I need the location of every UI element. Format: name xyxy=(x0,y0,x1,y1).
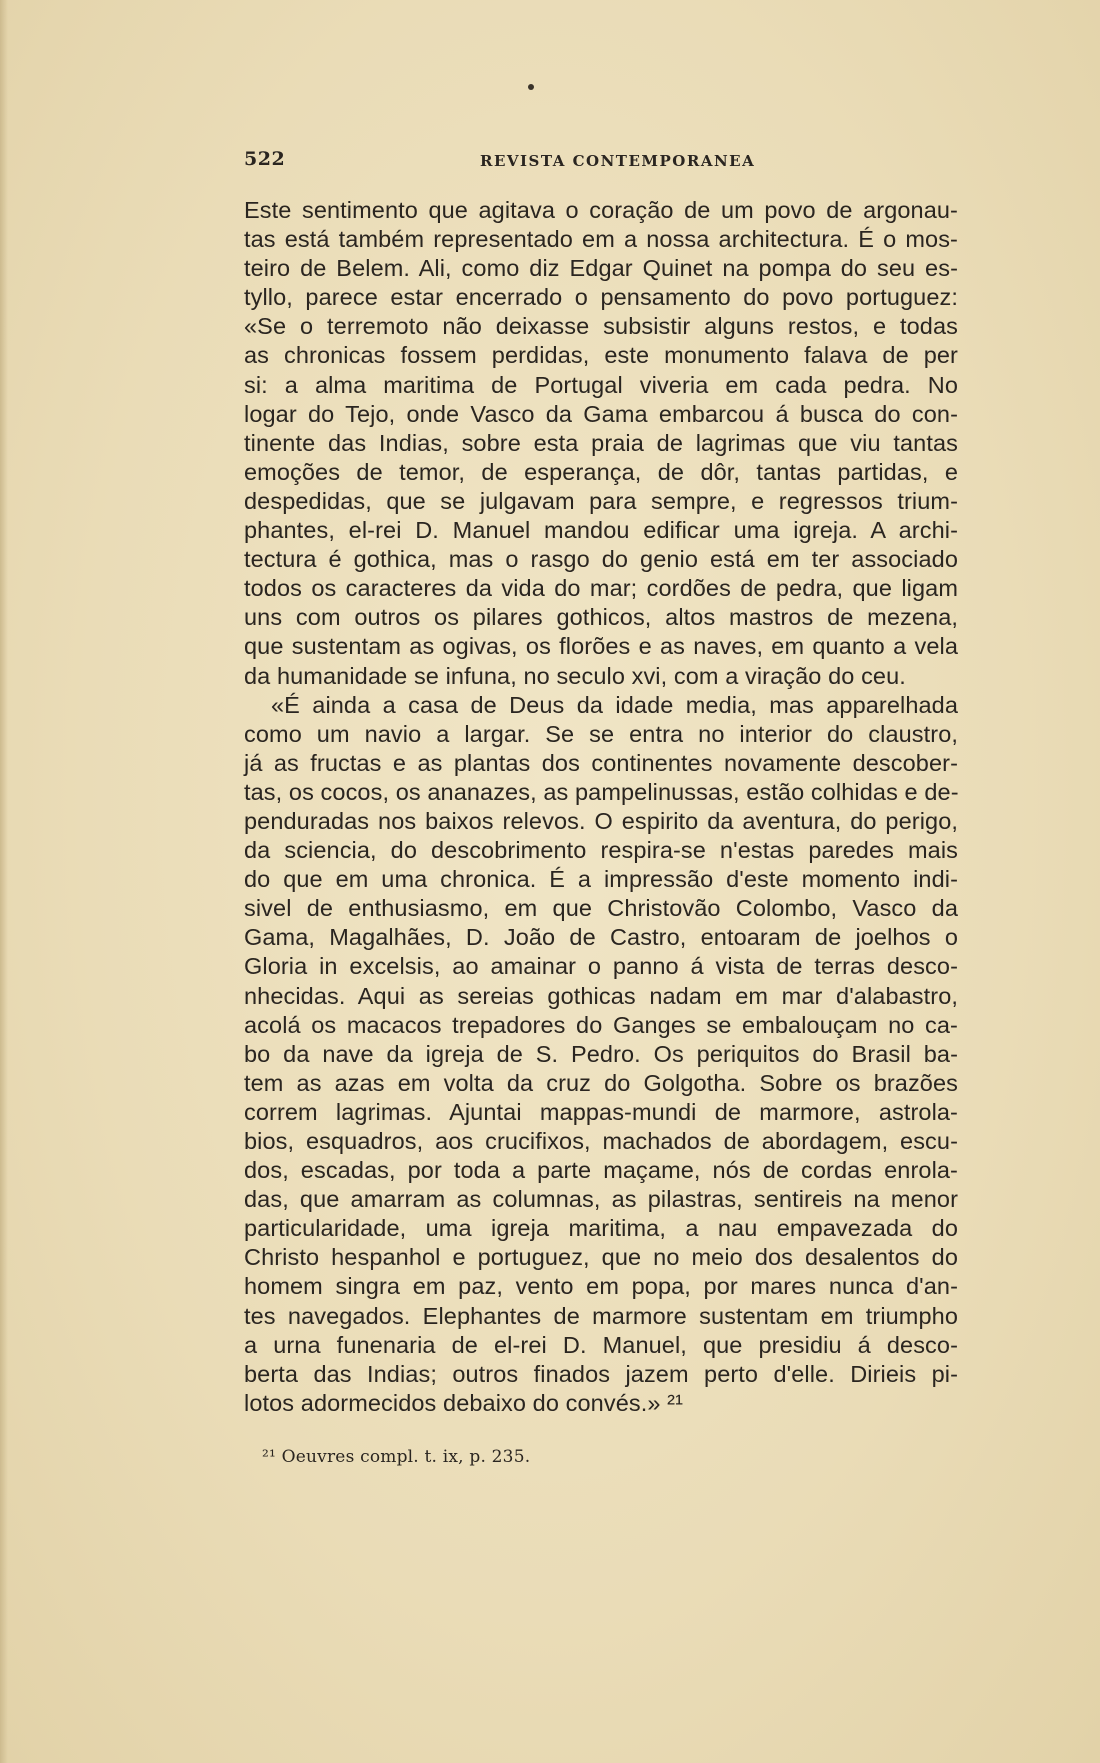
text-line: tes navegados. Elephantes de marmore sustentam em triumpho xyxy=(244,1302,958,1329)
text-line: tinente das Indias, sobre esta praia de lagrimas que viu tantas xyxy=(244,429,958,456)
text-line: do que em uma chronica. É a impressão d'este momento indi- xyxy=(244,866,958,893)
text-line: particularidade, uma igreja maritima, a nau empavezada do xyxy=(244,1215,958,1242)
text-line: «Se o terremoto não deixasse subsistir alguns restos, e todas xyxy=(244,313,958,340)
text-line: logar do Tejo, onde Vasco da Gama embarcou á busca do con- xyxy=(244,400,958,427)
text-line: penduradas nos baixos relevos. O espirito da aventura, do perigo, xyxy=(244,807,958,834)
footnote: ²¹ Oeuvres compl. t. ix, p. 235. xyxy=(262,1447,531,1467)
text-line: todos os caracteres da vida do mar; cordões de pedra, que ligam xyxy=(244,575,958,602)
running-title: REVISTA CONTEMPORANEA xyxy=(480,152,756,170)
text-line: uns com outros os pilares gothicos, altos mastros de mezena, xyxy=(244,604,958,631)
text-line: «É ainda a casa de Deus da idade media, mas apparelhada xyxy=(271,691,958,718)
text-line: tas, os cocos, os ananazes, as pampelinussas, estão colhidas e de- xyxy=(244,778,959,805)
text-line: que sustentam as ogivas, os florões e as naves, em quanto a vela xyxy=(244,633,958,660)
text-line: da humanidade se infuna, no seculo xvi, com a viração do ceu. xyxy=(244,662,906,689)
text-line: phantes, el-rei D. Manuel mandou edificar uma igreja. A archi- xyxy=(244,517,958,544)
text-line: berta das Indias; outros finados jazem perto d'elle. Dirieis pi- xyxy=(244,1360,958,1387)
text-line: despedidas, que se julgavam para sempre, e regressos trium- xyxy=(244,487,958,514)
text-line: as chronicas fossem perdidas, este monumento falava de per xyxy=(244,342,958,369)
page-edge-shadow xyxy=(0,0,8,1763)
page-number: 522 xyxy=(244,148,286,170)
text-line: lotos adormecidos debaixo do convés.» ²¹ xyxy=(244,1389,683,1416)
text-line: tas está também representado em a nossa architectura. É o mos- xyxy=(244,226,958,253)
text-line: tem as azas em volta da cruz do Golgotha. Sobre os brazões xyxy=(244,1069,958,1096)
text-line: a urna funenaria de el-rei D. Manuel, que presidiu á desco- xyxy=(244,1331,958,1358)
text-line: si: a alma maritima de Portugal viveria em cada pedra. No xyxy=(244,371,958,398)
text-line: já as fructas e as plantas dos continentes novamente descober- xyxy=(244,749,958,776)
text-line: acolá os macacos trepadores do Ganges se embalouçam no ca- xyxy=(244,1011,958,1038)
text-line: Christo hespanhol e portuguez, que no meio dos desalentos do xyxy=(244,1244,958,1271)
text-line: dos, escadas, por toda a parte maçame, nós de cordas enrola- xyxy=(244,1157,958,1184)
text-line: homem singra em paz, vento em popa, por mares nunca d'an- xyxy=(244,1273,958,1300)
text-line: emoções de temor, de esperança, de dôr, tantas partidas, e xyxy=(244,458,958,485)
text-line: correm lagrimas. Ajuntai mappas-mundi de marmore, astrola- xyxy=(244,1098,958,1125)
text-line: da sciencia, do descobrimento respira-se n'estas paredes mais xyxy=(244,837,958,864)
text-line: teiro de Belem. Ali, como diz Edgar Quinet na pompa do seu es- xyxy=(244,255,958,282)
text-line: Gloria in excelsis, ao amainar o panno á vista de terras desco- xyxy=(244,953,958,980)
text-line: Gama, Magalhães, D. João de Castro, entoaram de joelhos o xyxy=(244,924,958,951)
text-line: como um navio a largar. Se se entra no interior do claustro, xyxy=(244,720,958,747)
body-text xyxy=(244,196,958,1418)
text-line: bo da nave da igreja de S. Pedro. Os periquitos do Brasil ba- xyxy=(244,1040,958,1067)
text-line: bios, esquadros, aos crucifixos, machados de abordagem, escu- xyxy=(244,1128,958,1154)
text-line: tyllo, parece estar encerrado o pensamento do povo portuguez: xyxy=(244,284,958,311)
text-line: sivel de enthusiasmo, em que Christovão Colombo, Vasco da xyxy=(244,895,958,922)
text-line: tectura é gothica, mas o rasgo do genio está em ter associado xyxy=(244,546,958,573)
text-line: nhecidas. Aqui as sereias gothicas nadam em mar d'alabastro, xyxy=(244,982,958,1009)
page-header xyxy=(244,148,958,178)
text-line: das, que amarram as columnas, as pilastras, sentireis na menor xyxy=(244,1186,958,1213)
text-line: Este sentimento que agitava o coração de um povo de argonau- xyxy=(244,197,958,223)
ink-speck xyxy=(528,84,534,90)
